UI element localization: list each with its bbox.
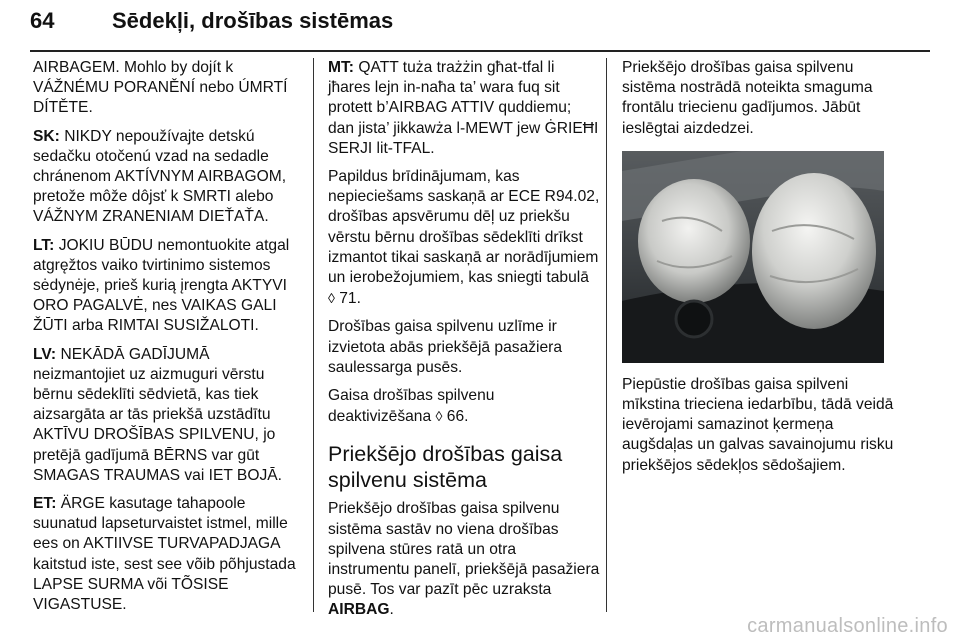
paragraph-system	[328, 499, 600, 620]
text-lv: NEKĀDĀ GADĪJUMĀ neizmantojiet uz aizmuguri vērstu bērnu sēdeklīti sēdvietā, kas tiek aizsargāta ar tās priekšā uzstādītu AKTĪVU DROŠĪBAS SPILVENU, jo pretējā gadījumā BĒRNS var gūt SMAGAS TRAUMAS vai IET BOJĀ.	[33, 345, 282, 484]
figure-caption: Piepūstie drošības gaisa spilveni mīkstina trieciena iedarbību, tādā veidā ievērojami samazinot ķermeņa augšdaļas un galvas savainojumu risku priekšējos sēdekļos sēdošajiem.	[622, 375, 894, 474]
page-ref-icon: ◊	[435, 408, 443, 425]
lang-code-sk: SK:	[33, 127, 60, 145]
airbag-photo	[622, 151, 884, 363]
paragraph-intro: Priekšējo drošības gaisa spilvenu sistēma nostrādā noteikta smaguma frontālu triecienu gadījumos. Jābūt ieslēgtai aizdedzei.	[622, 59, 873, 137]
text-et: ÄRGE kasutage tahapoole suunatud lapseturvaistet istmel, mille ees on AKTIIVSE TURVAPADJAGA kaitstud iste, sest see võib põhjustada LAPSE SURMA või TÕSISE VIGASTUSE.	[33, 495, 296, 614]
text-deactivation: Gaisa drošības spilvenu deaktivizēšana	[328, 387, 495, 426]
page-ref-link-71[interactable]: 71.	[334, 290, 361, 308]
airbag-illustration	[622, 151, 884, 363]
page-ref-link-66[interactable]: 66.	[442, 408, 469, 426]
paragraph-additional	[328, 167, 600, 309]
lang-code-et: ET:	[33, 495, 57, 513]
header-rule	[30, 50, 930, 52]
text-system: Priekšējo drošības gaisa spilvenu sistēma sastāv no viena drošības spilvena stūres ratā un otra instrumentu panelī, priekšējā pasažiera pusē. Tos var pazīt pēc uzraksta	[328, 500, 600, 599]
passenger-airbag	[752, 173, 876, 329]
paragraph-label: Drošības gaisa spilvenu uzlīme ir izvietota abās priekšējā pasažiera saulessarga pusēs.	[328, 318, 563, 376]
column-1	[33, 58, 303, 623]
airbag-label: AIRBAG	[328, 601, 390, 619]
column-divider-1	[313, 58, 314, 612]
page-ref-icon: ◊	[328, 290, 335, 307]
text-mt: QATT tuża trażżin għat-tfal li jħares lejn in-naħa ta’ wara fuq sit protett b’AIRBAG ATTIV quddiemu; dan jista’ jikkawża l-MEWT jew ĠRIEĦI SERJI lit-TFAL.	[328, 59, 599, 157]
page-number: 64	[30, 8, 55, 33]
text-additional: Papildus brīdinājumam, kas nepieciešams saskaņā ar ECE R94.02, drošības apsvērumu dēļ uz priekšu vērstu bērnu drošības sēdeklīti drīkst izmantot tikai saskaņā ar norādījumiem un ierobežojumiem, kas sniegti tabulā	[328, 168, 600, 287]
paragraph-sk	[33, 127, 303, 228]
lang-code-mt: MT:	[328, 59, 354, 76]
paragraph-deactivation	[328, 386, 600, 427]
steering-hub	[676, 301, 712, 337]
column-divider-2	[606, 58, 607, 612]
paragraph-cz-tail: AIRBAGEM. Mohlo by dojít k VÁŽNÉMU PORANĚNÍ nebo ÚMRTÍ DÍTĚTE.	[33, 59, 288, 117]
text-lt: JOKIU BŪDU nemontuokite atgal atgręžtos vaiko tvirtinimo sistemos sėdynėje, prieš kurią įrengta AKTYVI ORO PAGALVĖ, nes VAIKAS GALI ŽŪTI arba RIMTAI SUSIŽALOTI.	[33, 236, 290, 335]
column-2	[328, 58, 600, 629]
paragraph-et	[33, 494, 303, 615]
section-heading: Priekšējo drošības gaisa spilvenu sistēma	[328, 442, 563, 493]
page-header	[30, 8, 930, 54]
paragraph-mt	[328, 58, 600, 159]
text-sk: NIKDY nepoužívajte detskú sedačku otočenú vzad na sedadle chránenom AKTÍVNYM AIRBAGOM, pretože môže dôjsť k SMRTI alebo VÁŽNYM ZRANENIAM DIEŤAŤA.	[33, 127, 287, 226]
column-3	[622, 58, 894, 484]
watermark: carmanualsonline.info	[747, 615, 948, 637]
page-title: Sēdekļi, drošības sistēmas	[112, 8, 394, 33]
driver-airbag	[638, 179, 750, 303]
lang-code-lt: LT:	[33, 236, 55, 254]
text-system-end: .	[389, 601, 394, 619]
paragraph-lv	[33, 345, 303, 486]
lang-code-lv: LV:	[33, 345, 57, 363]
paragraph-lt	[33, 236, 303, 337]
